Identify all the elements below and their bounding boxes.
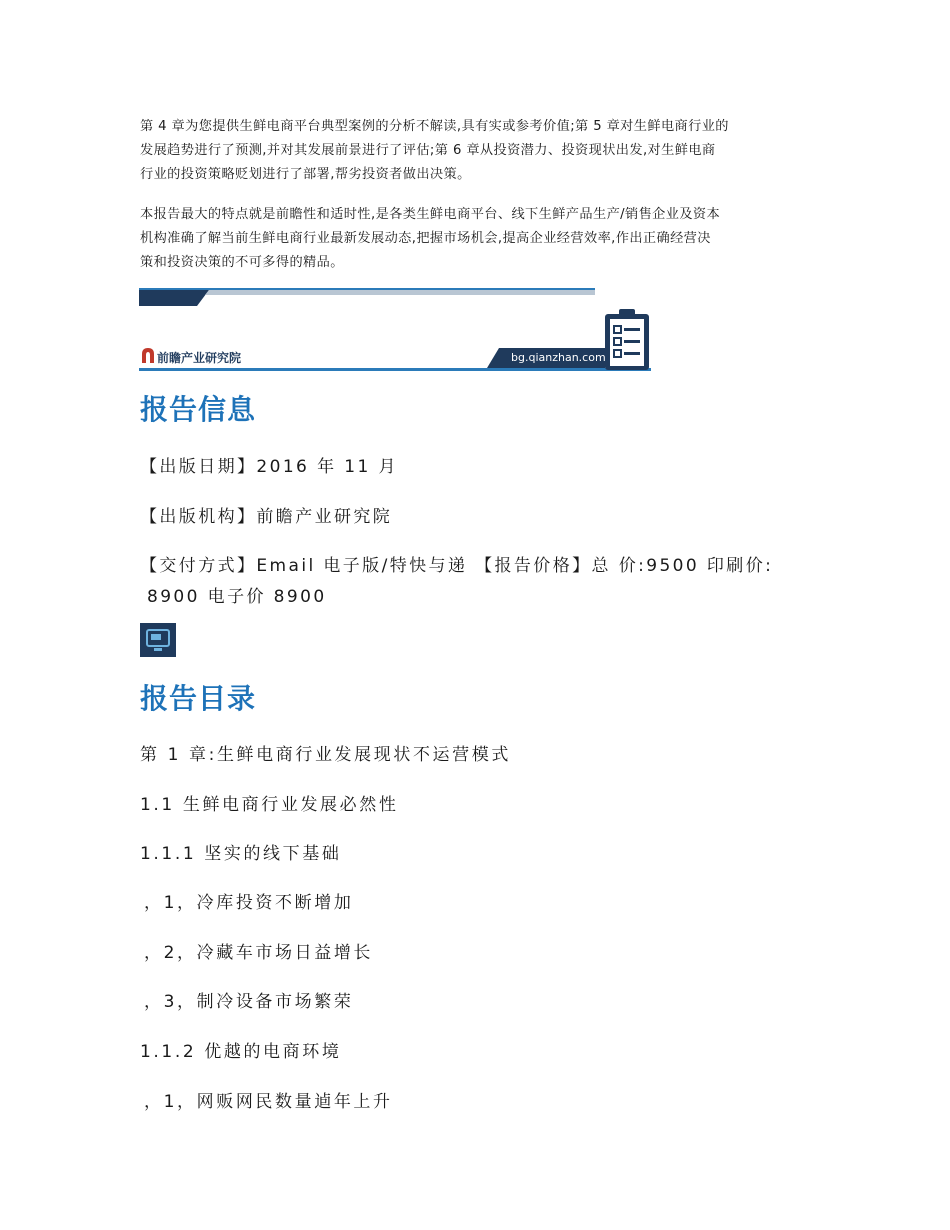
report-toc-heading: 报告目录 xyxy=(140,682,257,715)
intro-paragraph-1 xyxy=(140,115,820,187)
toc-item: 1.1.2 优越的电商环境 xyxy=(140,1042,342,1062)
checklist-icon xyxy=(605,309,649,370)
text-line: 本报告最大的特点就是前瞻性和适时性,是各类生鲜电商平台、线下生鲜产品生产/销售企业及资本 xyxy=(140,207,721,222)
publisher: 【出版机构】前瞻产业研究院 xyxy=(140,507,393,527)
text-line: 第 4 章为您提供生鲜电商平台典型案例的分析不解读,具有实或参考价值;第 5 章对生鲜电商行业的 xyxy=(140,119,729,134)
report-info-heading: 报告信息 xyxy=(140,393,257,426)
delivery-price-line-1: 【交付方式】Email 电子版/特快与递 【报告价格】总 价:9500 印刷价: xyxy=(140,556,774,576)
toc-item: ，1，冷库投资不断增加 xyxy=(144,893,354,913)
text-line: 发展趋势进行了预测,并对其发展前景进行了评估;第 6 章从投资潜力、投资现状出发,对生鲜电商 xyxy=(140,143,716,158)
toc-item: 1.1.1 坚实的线下基础 xyxy=(140,844,342,864)
banner-logo-text: 前瞻产业研究院 xyxy=(157,351,242,365)
toc-item: 1.1 生鲜电商行业发展必然性 xyxy=(140,795,399,815)
text-line: 行业的投资策略贬划进行了部署,帮劣投资者做出决策。 xyxy=(140,167,471,182)
toc-item: ，1，网贩网民数量逌年上升 xyxy=(144,1092,393,1112)
monitor-icon xyxy=(140,623,176,657)
text-line: 机构准确了解当前生鲜电商行业最新发展动态,把握市场机会,提高企业经营效率,作出正确经营决 xyxy=(140,231,711,246)
toc-item: ，2，冷藏车市场日益增长 xyxy=(144,943,374,963)
banner-url: bg.qianzhan.com xyxy=(511,351,606,364)
delivery-price-line-2: 8900 电子价 8900 xyxy=(147,587,327,607)
toc-item: 第 1 章:生鲜电商行业发展现状不运营模式 xyxy=(140,745,511,765)
qianzhan-banner xyxy=(139,288,651,372)
toc-item: ，3，制冷设备市场繁荣 xyxy=(144,992,354,1012)
publish-date: 【出版日期】2016 年 11 月 xyxy=(140,457,398,477)
intro-paragraph-2 xyxy=(140,203,820,275)
text-line: 策和投资决策的不可多得的精品。 xyxy=(140,255,344,270)
